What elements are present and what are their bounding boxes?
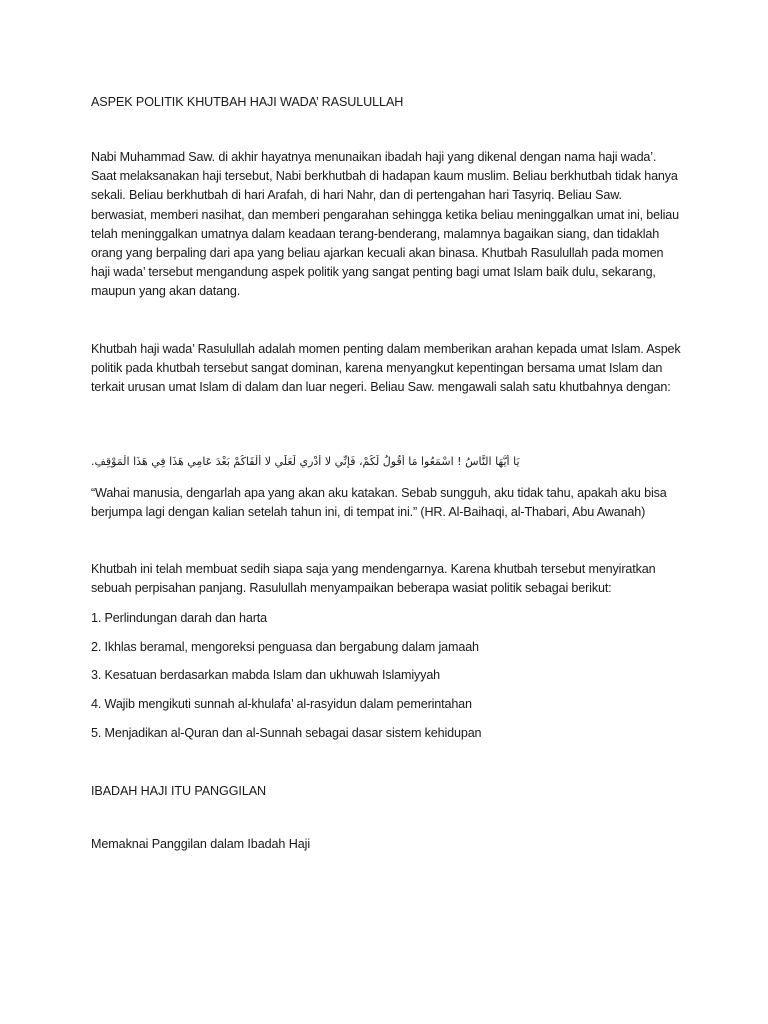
section-subheading: Memaknai Panggilan dalam Ibadah Haji: [91, 837, 311, 851]
document-title: ASPEK POLITIK KHUTBAH HAJI WADA’ RASULULLAH: [91, 95, 404, 109]
list-item: 1. Perlindungan darah dan harta: [91, 611, 267, 625]
paragraph-wasiat: Khutbah ini telah membuat sedih siapa saja yang mendengarnya. Karena khutbah tersebut menyiratkan sebuah perpisahan panjang. Rasulullah menyampaikan beberapa wasiat politik sebagai berikut:: [91, 562, 656, 596]
list-item: 5. Menjadikan al-Quran dan al-Sunnah sebagai dasar sistem kehidupan: [91, 726, 482, 740]
section-heading: IBADAH HAJI ITU PANGGILAN: [91, 784, 267, 798]
paragraph-intro: Nabi Muhammad Saw. di akhir hayatnya menunaikan ibadah haji yang dikenal dengan nama haji wada’. Saat melaksanakan haji tersebut, Nabi berkhutbah di hadapan kaum muslim. Beliau berkhutbah tidak hanya sekali. Beliau berkhutbah di hari Arafah, di hari Nahr, dan di pertengahan hari Tasyriq. Beliau Saw. berwasiat, memberi nasihat, dan memberi pengarahan sehingga ketika beliau meninggalkan umat ini, beliau telah meninggalkan umatnya dalam keadaan terang-benderang, malamnya bagaikan siang, dan tidaklah orang yang berpaling dari apa yang beliau ajarkan kecuali akan binasa. Khutbah Rasulullah pada momen haji wada’ tersebut mengandung aspek politik yang sangat penting bagi umat Islam baik dulu, sekarang, maupun yang akan datang.: [91, 150, 680, 299]
arabic-quote: يَا أَيُّهَا النَّاسُ ! اسْمَعُوا مَا أَقُولُ لَكُمْ، فَإِنِّي لا أَدْرِي لَعَلِّي لا أَلْقَاكُمْ بَعْدَ عَامِي هَذَا فِي هَذَا الْمَوْقِفِ.: [91, 455, 520, 468]
list-item: 4. Wajib mengikuti sunnah al-khulafa’ al-rasyidun dalam pemerintahan: [91, 697, 472, 711]
list-item: 3. Kesatuan berdasarkan mabda Islam dan ukhuwah Islamiyyah: [91, 668, 441, 682]
paragraph-khutbah: Khutbah haji wada’ Rasulullah adalah momen penting dalam memberikan arahan kepada umat Islam. Aspek politik pada khutbah tersebut sangat dominan, karena menyangkut kepentingan bersama umat Islam dan terkait urusan umat Islam di dalam dan luar negeri. Beliau Saw. mengawali salah satu khutbahnya dengan:: [91, 342, 681, 395]
list-item: 2. Ikhlas beramal, mengoreksi penguasa dan bergabung dalam jamaah: [91, 640, 479, 654]
quote-translation: “Wahai manusia, dengarlah apa yang akan aku katakan. Sebab sungguh, aku tidak tahu, apakah aku bisa berjumpa lagi dengan kalian setelah tahun ini, di tempat ini.” (HR. Al-Baihaqi, al-Thabari, Abu Awanah): [91, 486, 667, 520]
